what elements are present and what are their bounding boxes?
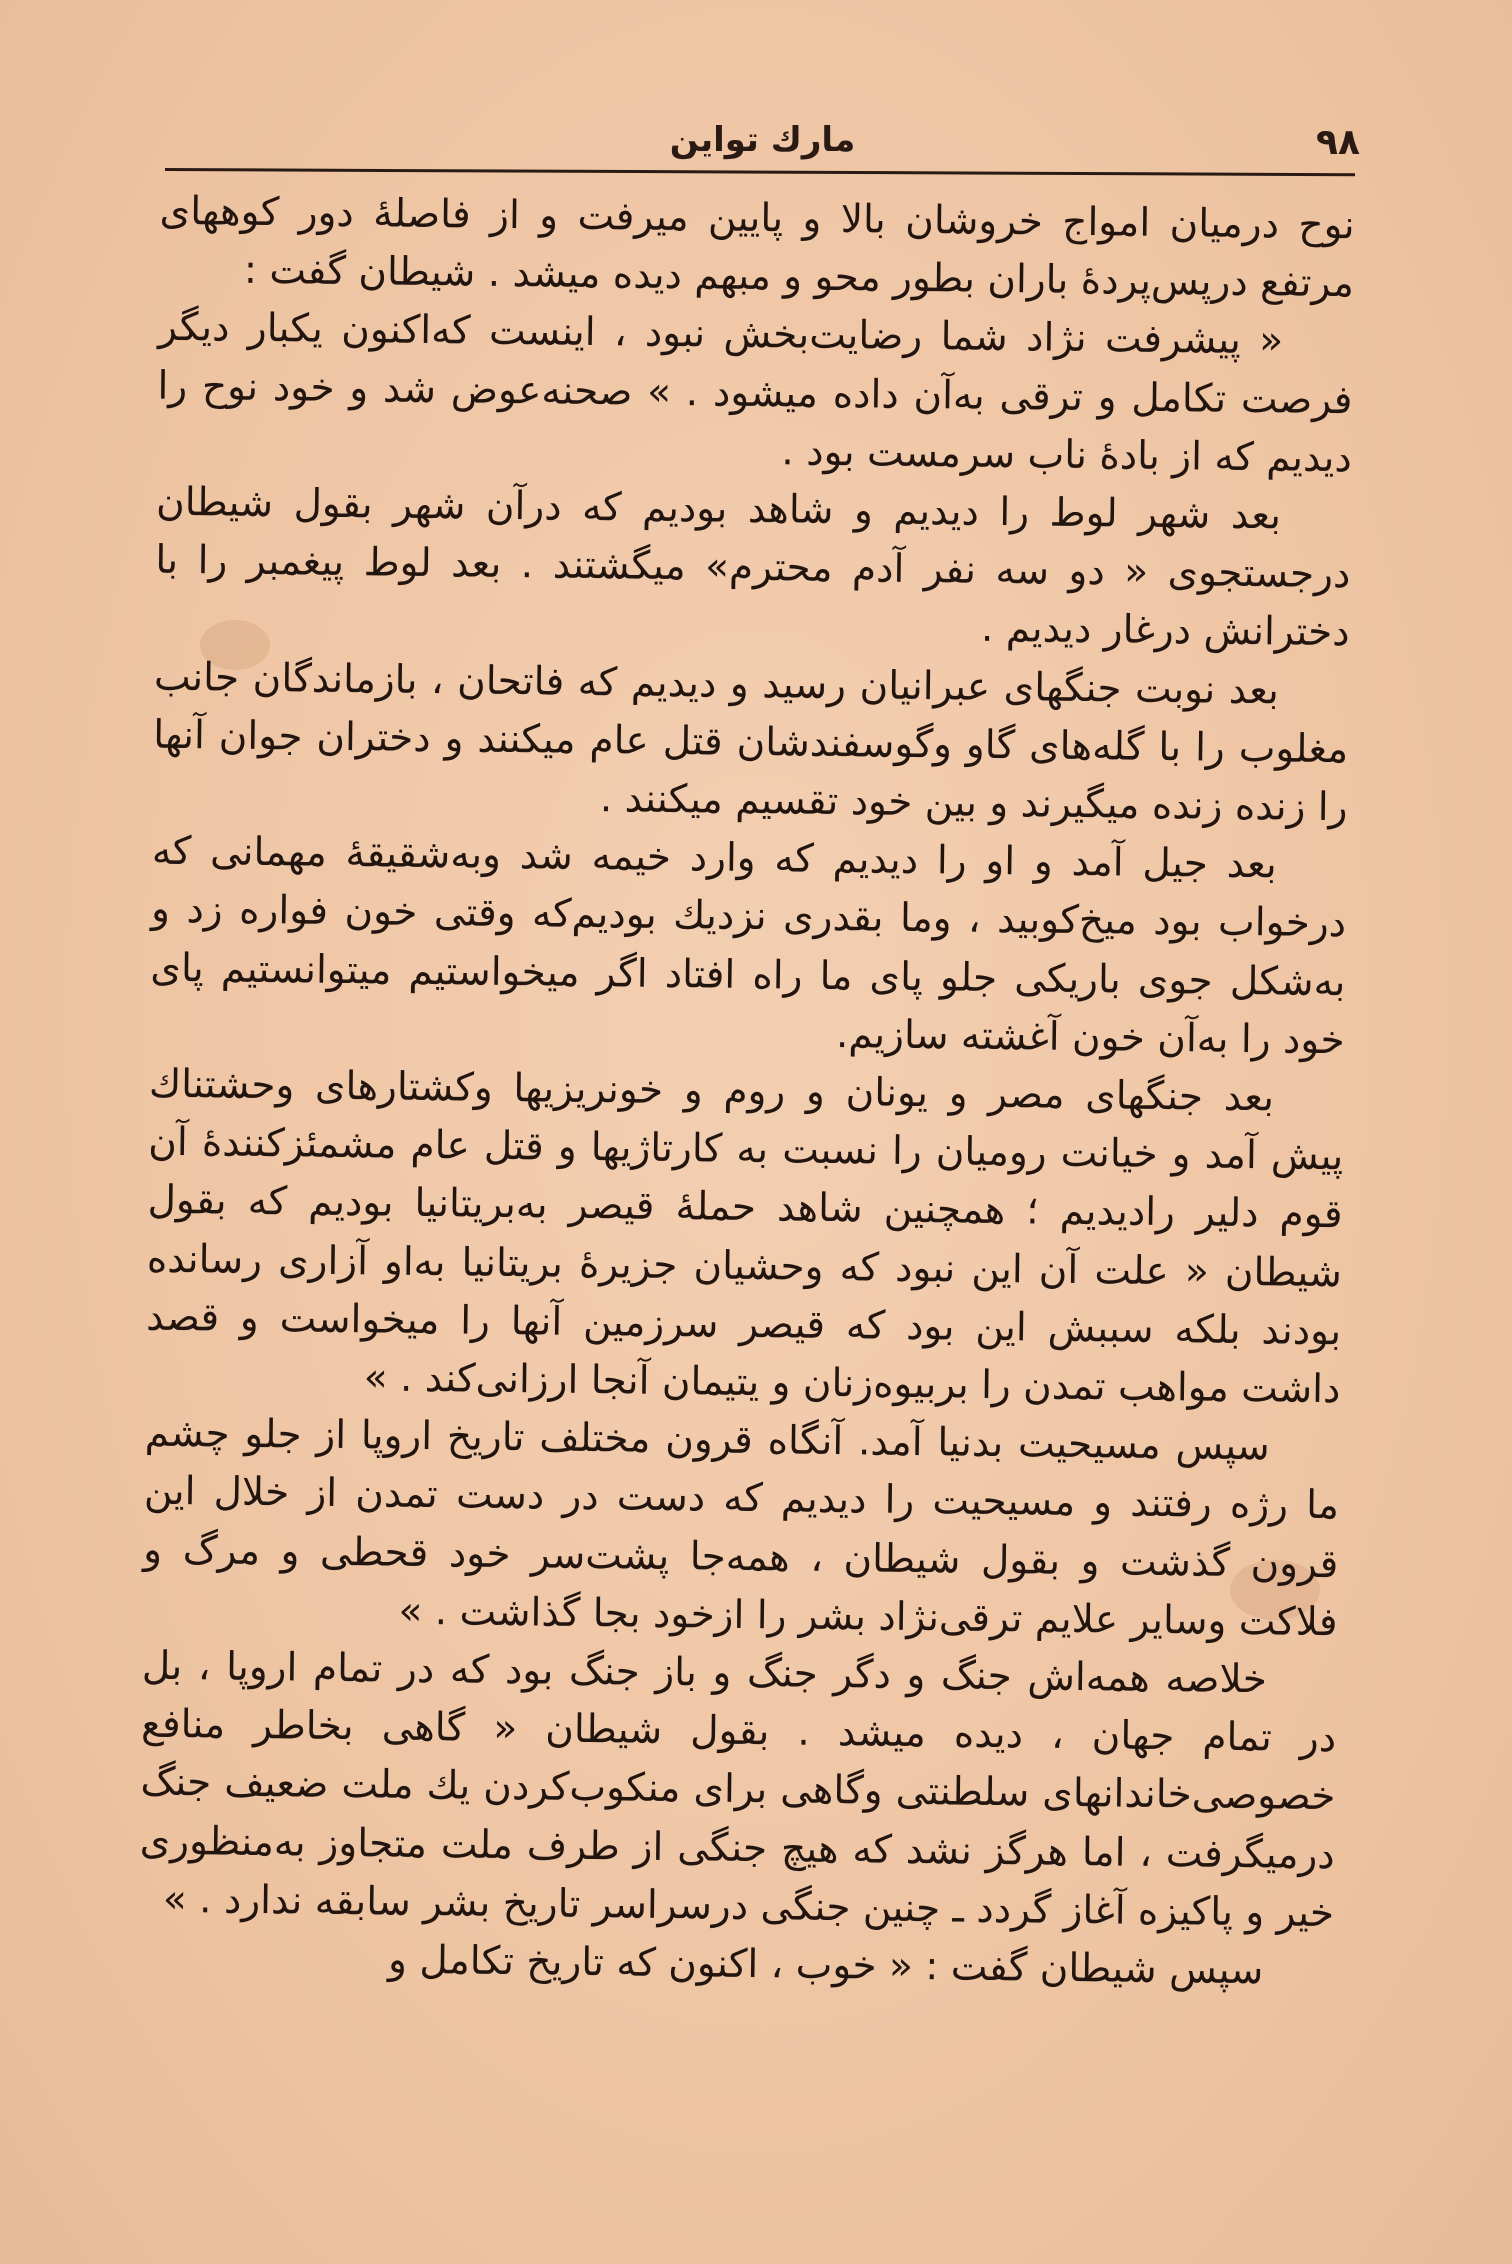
paragraph: بعد نوبت جنگهای عبرانیان رسید و دیدیم که فاتحان ، بازماندگان جانب مغلوب را با گله‌های گاو وگوسفندشان قتل عام میکنند و دختران جوان آنها را زنده زنده میگیرند و بین خود تقسیم میکنند . <box>153 654 1349 831</box>
running-title: مارك تواين <box>669 120 856 160</box>
header-rule <box>165 168 1355 176</box>
page-header <box>165 118 1360 166</box>
paragraph: بعد جیل آمد و او را دیدیم که وارد خیمه شد وبه‌شقیقهٔ مهمانی که درخواب بود میخ‌کوبید ، وما بقدری نزدیك بودیم‌که وقتی خون فواره زد و به‌شکل جوی باریکی جلو پای ما راه افتاد اگر میخواستیم میتوانستیم پای خود را به‌آن خون آغشته سازیم. <box>150 828 1347 1064</box>
paragraph: بعد شهر لوط را دیدیم و شاهد بودیم که درآن شهر بقول شیطان درجستجوی « دو سه نفر آدم محترم» میگشتند . بعد لوط پیغمبر را با دخترانش درغار دیدیم . <box>155 479 1351 656</box>
paragraph: سپس مسیحیت بدنیا آمد. آنگاه قرون مختلف تاریخ اروپا از جلو چشم ما رژه رفتند و مسیحیت را دیدیم که دست در دست تمدن از خلال این قرون گذشت و بقول شیطان ، همه‌جا پشت‌سر خود قحطی و مرگ و فلاکت وسایر علایم ترقی‌نژاد بشر را ازخود بجا گذاشت . » <box>143 1410 1340 1646</box>
page-number: ۹۸ <box>1316 122 1360 163</box>
body-text <box>138 183 1355 2002</box>
paragraph: سپس شیطان گفت : « خوب ، اکنون که تاریخ تکامل و <box>387 1937 1264 1994</box>
paragraph: نوح درمیان امواج خروشان بالا و پایین میرفت و از فاصلهٔ دور کوههای مرتفع درپس‌پردهٔ باران بطور محو و مبهم دیده میشد . شیطان گفت : <box>159 188 1355 307</box>
paragraph: « پیشرفت نژاد شما رضایت‌بخش نبود ، اینست که‌اکنون یکبار دیگر فرصت تکامل و ترقی به‌آن داده میشود . » صحنه‌عوض شد و خود نوح را دیدیم که از بادهٔ ناب سرمست بود . <box>157 305 1353 482</box>
paragraph: بعد جنگهای مصر و یونان و روم و خونریزیها وکشتارهای وحشتناك پیش آمد و خیانت رومیان را نسبت به کارتاژیها و قتل عام مشمئزکنندهٔ آن قوم دلیر رادیدیم ؛ همچنین شاهد حملهٔ قیصر به‌بریتانیا بودیم که بقول شیطان « علت آن این نبود که وحشیان جزیرهٔ بریتانیا به‌او آزاری رسانده بودند بلکه سببش این بود که قیصر سرزمین آنها را میخواست و قصد داشت مواهب تمدن را بربیوه‌زنان و یتیمان آنجا ارزانی‌کند . » <box>145 1061 1344 1413</box>
paragraph: خلاصه همه‌اش جنگ و دگر جنگ و باز جنگ بود که در تمام اروپا ، بل در تمام جهان ، دیده میشد . بقول شیطان « گاهی بخاطر منافع خصوصی‌خاندانهای سلطنتی وگاهی برای منکوب‌کردن یك ملت ضعیف جنگ درمیگرفت ، اما هرگز نشد که هیچ جنگی از طرف ملت متجاوز به‌منظوری خیر و پاکیزه آغاز گردد ـ چنین جنگی درسراسر تاریخ بشر سابقه ندارد . » <box>139 1643 1337 1937</box>
